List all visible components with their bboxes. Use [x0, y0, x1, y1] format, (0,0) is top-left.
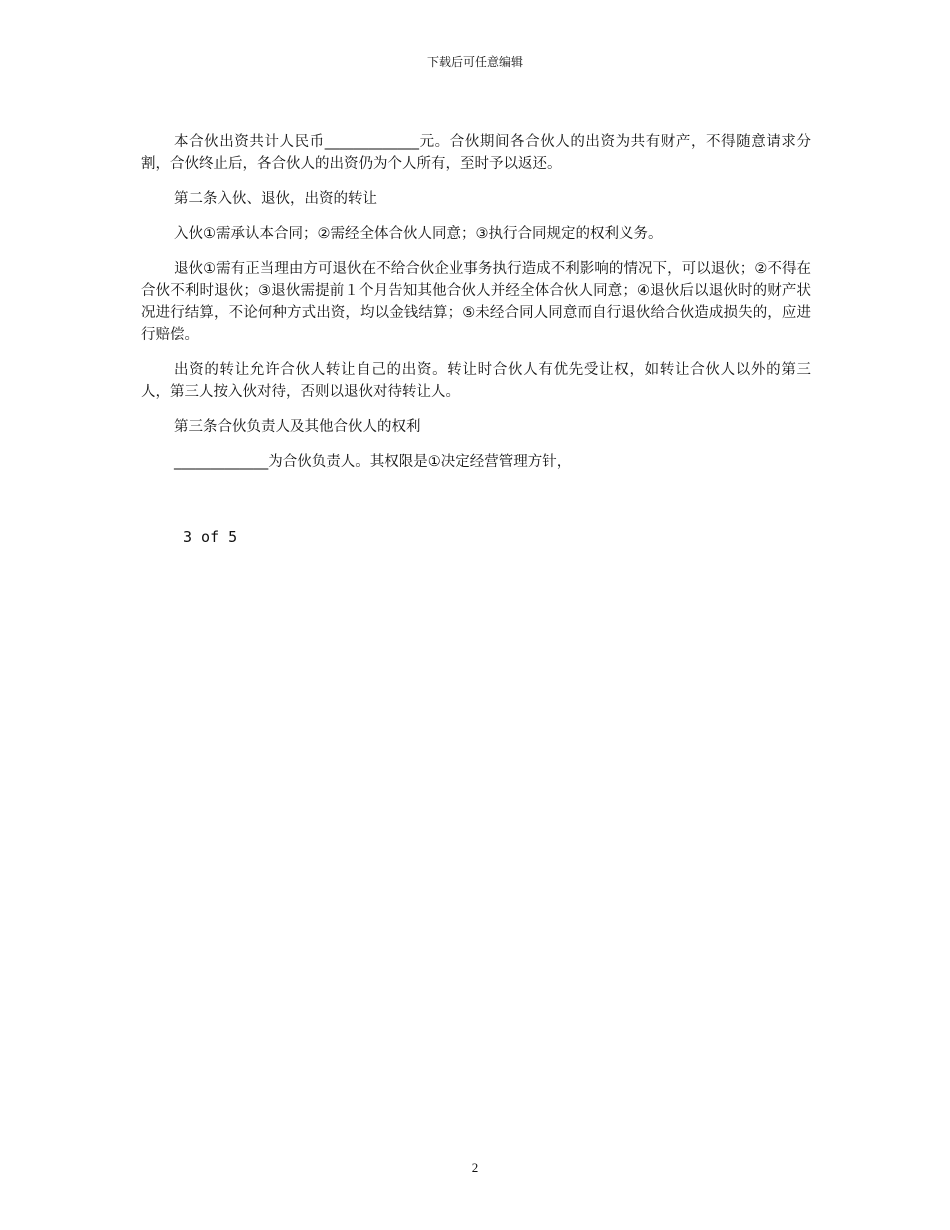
page-number: 2: [471, 1160, 479, 1175]
page-count-text: 3 of 5: [183, 528, 238, 546]
article-two-heading: 第二条入伙、退伙，出资的转让: [174, 191, 377, 207]
paragraph-withdrawal: 退伙①需有正当理由方可退伙在不给合伙企业事务执行造成不利影响的情况下，可以退伙；②不得在合伙不利时退伙；③退伙需提前１个月告知其他合伙人并经全体合伙人同意；④退伙后以退伙时的财产状况进行结算，不论何种方式出资，均以金钱结算；⑤未经合同人同意而自行退伙给合伙造成损失的，应进行赔偿。: [141, 261, 811, 343]
paragraph-capital-contribution: 本合伙出资共计人民币_____________元。合伙期间各合伙人的出资为共有财产，不得随意请求分割，合伙终止后，各合伙人的出资仍为个人所有，至时予以返还。: [141, 134, 811, 172]
page-header: 下载后可任意编辑: [426, 55, 523, 69]
paragraph-partner-in-charge: _____________为合伙负责人。其权限是①决定经营管理方针，: [174, 454, 572, 470]
document-body: [141, 131, 811, 486]
paragraph-joining: 入伙①需承认本合同；②需经全体合伙人同意；③执行合同规定的权利义务。: [174, 226, 663, 242]
article-three-heading: 第三条合伙负责人及其他合伙人的权利: [174, 419, 421, 435]
paragraph-transfer: 出资的转让允许合伙人转让自己的出资。转让时合伙人有优先受让权，如转让合伙人以外的第三人，第三人按入伙对待，否则以退伙对待转让人。: [141, 362, 811, 400]
